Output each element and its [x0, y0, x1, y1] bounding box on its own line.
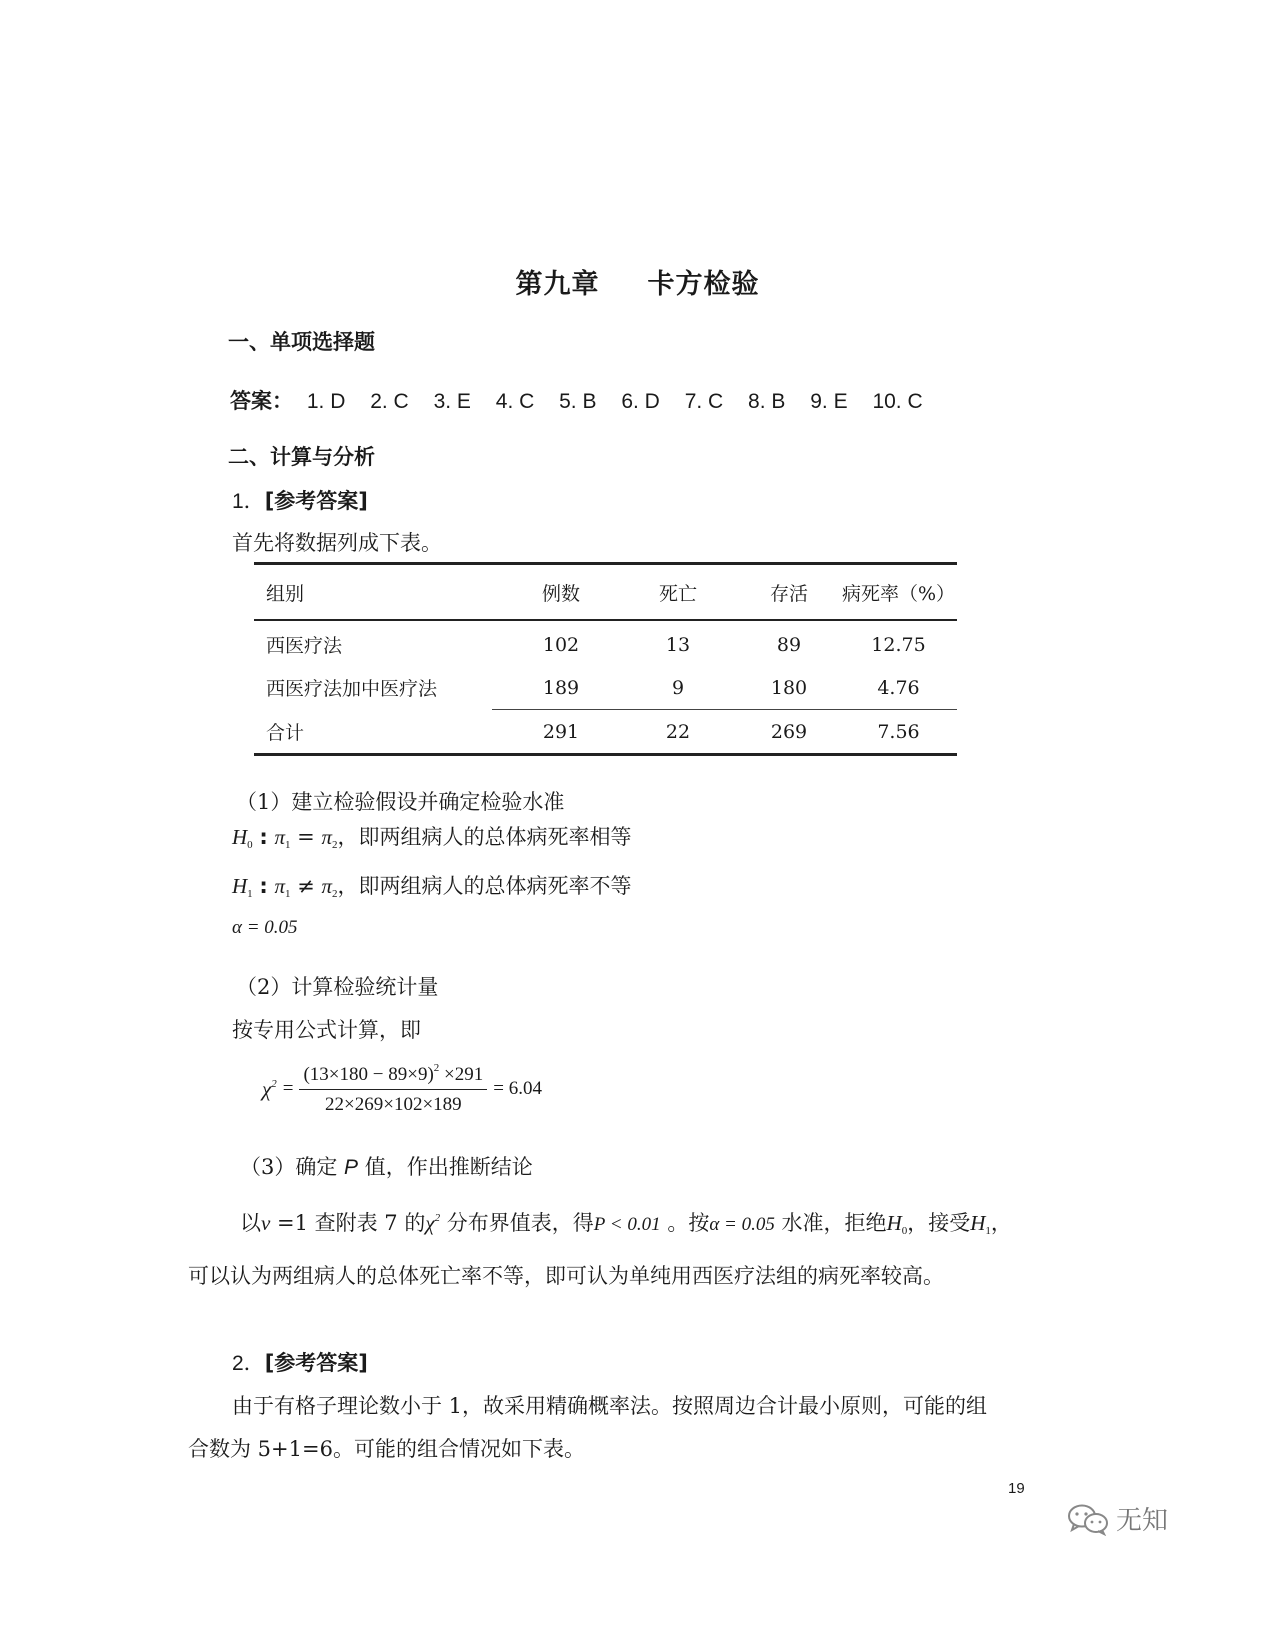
table-header-cell: 存活 [769, 582, 808, 605]
table-cell: 89 [776, 633, 802, 656]
table-header-cell: 组别 [266, 582, 305, 605]
table-cell: 7.56 [877, 720, 920, 743]
chi-square-formula: $\chi^2$ = $\frac{(13\times 180 - 89\times 9)^2 \times 291}{22\times 269\times 102\times 189}$ = 6.04 [262, 1062, 542, 1115]
h0-text: ，即两组病人的总体病死率相等 [337, 825, 632, 849]
watermark-text: 无知 [1116, 1506, 1169, 1536]
answer-label: 答案： [230, 389, 293, 413]
table-cell: 西医疗法加中医疗法 [266, 678, 438, 700]
chi-symbol: $\chi^2$ [262, 1076, 277, 1101]
answer-item: 9. E [810, 390, 848, 413]
table-header-row [254, 565, 957, 619]
table-cell: 22 [665, 720, 691, 743]
answer-item: 10. C [872, 390, 923, 413]
section2-heading: 二、计算与分析 [228, 445, 375, 469]
q1-number: 1． [232, 490, 265, 513]
q2-line2: 合数为 5+1=6。可能的组合情况如下表。 [188, 1437, 585, 1461]
answer-item: 7. C [684, 390, 724, 413]
answer-item: 4. C [495, 390, 535, 413]
h0-line: $H_0$ : $\pi_1 = \pi_2$，即两组病人的总体病死率相等 [232, 825, 632, 851]
table-row [254, 666, 957, 709]
formula-intro: 按专用公式计算，即 [232, 1018, 421, 1042]
h1-text: ，即两组病人的总体病死率不等 [337, 874, 632, 898]
answer-line [230, 385, 942, 415]
table-header-cell: 例数 [541, 582, 580, 605]
q1-ref-heading [232, 485, 368, 515]
formula-denominator: 22×269×102×189 [325, 1094, 462, 1115]
table-cell: 102 [542, 633, 580, 656]
alpha-line: α = 0.05 [232, 917, 298, 938]
q2-ref-heading [232, 1347, 368, 1377]
answer-item: 8. B [748, 390, 786, 413]
q2-ref-label: [参考答案] [264, 1351, 368, 1375]
answer-item: 1. D [306, 390, 346, 413]
table-cell: 269 [770, 720, 808, 743]
conclusion-line2: 可以认为两组病人的总体死亡率不等，即可认为单纯用西医疗法组的病死率较高。 [188, 1264, 944, 1288]
table-row [254, 623, 957, 666]
table-cell: 180 [770, 676, 808, 699]
answer-item: 5. B [559, 390, 597, 413]
step3-heading: （3）确定 P 值，作出推断结论 [240, 1155, 533, 1179]
table-rule-bottom [254, 753, 957, 756]
h1-line: $H_1$ : $\pi_1 \ne \pi_2$，即两组病人的总体病死率不等 [232, 874, 632, 900]
chapter-title: 第九章 卡方检验 [515, 269, 760, 300]
table-cell: 291 [542, 720, 580, 743]
table-cell: 合计 [266, 722, 305, 744]
table-cell: 西医疗法 [266, 635, 343, 657]
q2-line1: 由于有格子理论数小于 1，故采用精确概率法。按照周边合计最小原则，可能的组 [232, 1394, 988, 1418]
q1-ref-label: [参考答案] [264, 489, 368, 513]
formula-numerator-tail: ×291 [439, 1064, 484, 1085]
formula-result: = 6.04 [493, 1078, 542, 1099]
watermark [1066, 1500, 1168, 1537]
wechat-icon [1066, 1502, 1110, 1536]
q1-intro: 首先将数据列成下表。 [232, 531, 442, 555]
data-table [254, 562, 957, 756]
table-header-cell: 病死率（%） [841, 582, 956, 605]
conclusion-line1: 以ν =1 查附表 7 的$\chi^2$ 分布界值表，得P < 0.01 。按α = 0.05 水准，拒绝$H_0$，接受$H_1$， [240, 1211, 1012, 1237]
table-total-row [254, 710, 957, 753]
table-cell: 13 [665, 633, 691, 656]
table-cell: 9 [671, 676, 685, 699]
q2-number: 2． [232, 1352, 265, 1375]
step2-heading: （2）计算检验统计量 [236, 975, 439, 999]
step1-heading: （1）建立检验假设并确定检验水准 [236, 790, 565, 814]
table-cell: 12.75 [871, 633, 926, 656]
table-header-cell: 死亡 [658, 582, 697, 605]
table-cell: 189 [542, 676, 580, 699]
page-number: 19 [1008, 1480, 1025, 1497]
formula-fraction: $\frac{(13\times 180 - 89\times 9)^2 \times 291}{22\times 269\times 102\times 189}$ [299, 1062, 487, 1116]
table-cell: 4.76 [877, 676, 920, 699]
answer-item: 6. D [621, 390, 660, 413]
answer-item: 3. E [433, 390, 471, 413]
section1-heading: 一、单项选择题 [228, 330, 375, 354]
answer-item: 2. C [370, 390, 409, 413]
table-rule-mid [254, 619, 957, 621]
formula-numerator: (13×180 − 89×9) [303, 1064, 434, 1085]
